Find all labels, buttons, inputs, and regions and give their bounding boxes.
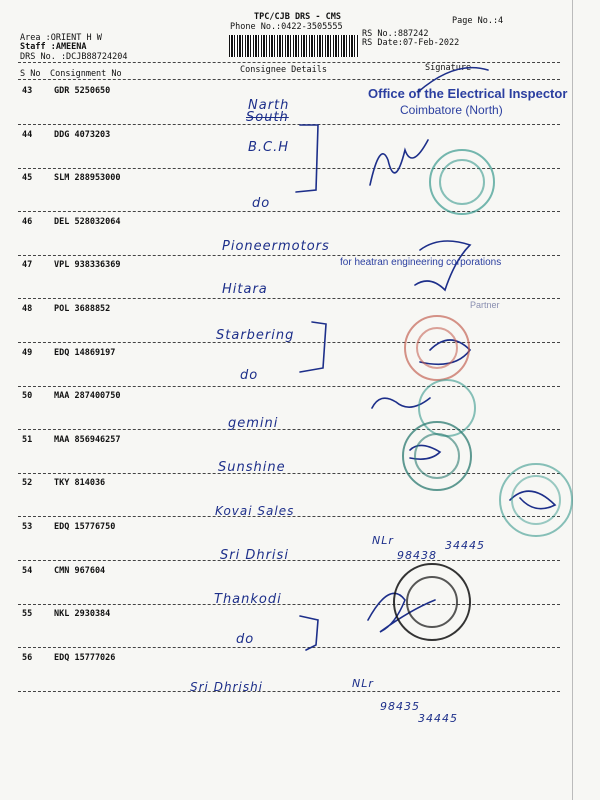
- row-sno: 45: [22, 173, 33, 183]
- hand-pioneer: Pioneermotors: [222, 239, 330, 254]
- row-consignment-no: NKL 2930384: [54, 609, 111, 619]
- row-consignment-no: TKY 814036: [54, 478, 106, 488]
- row-consignment-no: MAA 856946257: [54, 435, 121, 445]
- rs-date: RS Date:07-Feb-2022: [362, 38, 460, 48]
- seal-icon: [417, 328, 457, 368]
- row-consignment-no: DDG 4073203: [54, 130, 111, 140]
- row-sno: 52: [22, 478, 33, 488]
- row-sno: 51: [22, 435, 33, 445]
- stamp-office-line1: Office of the Electrical Inspector: [368, 86, 568, 101]
- hand-bch: B.C.H: [248, 140, 290, 155]
- hand-hitara: Hitara: [222, 282, 268, 297]
- signature-stroke: [510, 491, 555, 509]
- signature-stroke: [418, 68, 488, 92]
- signature-stroke: [420, 340, 470, 364]
- row-consignment-no: EDQ 15777026: [54, 653, 116, 663]
- row-sno: 54: [22, 566, 33, 576]
- rs-number: RS No.:887242: [362, 29, 429, 39]
- seal-icon: [415, 434, 459, 478]
- seal-icon: [403, 422, 471, 490]
- row-sno: 53: [22, 522, 33, 532]
- bracket-icon: [296, 125, 318, 192]
- bracket-icon: [300, 616, 318, 650]
- row-sno: 46: [22, 217, 33, 227]
- seal-icon: [419, 380, 475, 436]
- hand-do-3: do: [236, 632, 255, 647]
- hand-gemini: gemini: [228, 416, 279, 431]
- hand-nlr-2-num2: 34445: [418, 712, 458, 725]
- row-sno: 43: [22, 86, 33, 96]
- hand-nlr-1: NLr: [372, 534, 394, 547]
- row-consignment-no: VPL 938336369: [54, 260, 121, 270]
- stamp-partner: Partner: [470, 300, 500, 310]
- area: Area :ORIENT H W: [20, 33, 102, 43]
- hand-do-2: do: [240, 368, 259, 383]
- hand-kovai: Kovai Sales: [215, 504, 295, 518]
- drs-number: DRS No. :DCJB88724204: [20, 52, 128, 62]
- row-consignment-no: EDQ 15776750: [54, 522, 116, 532]
- bracket-icon: [300, 322, 326, 372]
- hand-nlr-2-num1: 98435: [380, 700, 420, 713]
- stamp-office-line2: Coimbatore (North): [400, 103, 503, 117]
- column-consignment: Consignment No: [50, 69, 122, 79]
- row-sno: 55: [22, 609, 33, 619]
- row-sno: 50: [22, 391, 33, 401]
- signature-stroke: [370, 140, 428, 185]
- hand-sri-2: Sri Dhrishi: [190, 680, 264, 694]
- column-consignee: Consignee Details: [240, 65, 327, 75]
- hand-do-1: do: [252, 196, 271, 211]
- hand-star: Starbering: [216, 328, 295, 343]
- hand-thanko: Thankodi: [214, 592, 282, 607]
- signature-stroke: [415, 241, 470, 290]
- row-consignment-no: SLM 288953000: [54, 173, 121, 183]
- row-consignment-no: EDQ 14869197: [54, 348, 116, 358]
- row-sno: 56: [22, 653, 33, 663]
- row-consignment-no: POL 3688852: [54, 304, 111, 314]
- hand-sunshine: Sunshine: [218, 460, 286, 475]
- hand-nlr-1-num2: 34445: [445, 539, 485, 552]
- row-sno: 44: [22, 130, 33, 140]
- row-sno: 48: [22, 304, 33, 314]
- row-consignment-no: MAA 287400750: [54, 391, 121, 401]
- stamp-heatran: for heatran engineering corporations: [340, 257, 502, 268]
- seal-icon: [512, 476, 560, 524]
- hand-nlr-1-num1: 98438: [397, 549, 437, 562]
- row-consignment-no: CMN 967604: [54, 566, 106, 576]
- hand-sri-1: Sri Dhrisi: [220, 548, 289, 563]
- sheet-title: TPC/CJB DRS - CMS: [254, 12, 341, 22]
- hand-nlr-2: NLr: [352, 677, 374, 690]
- column-signature: Signature: [425, 63, 472, 73]
- row-consignment-no: DEL 528032064: [54, 217, 121, 227]
- row-sno: 49: [22, 348, 33, 358]
- page-number: Page No.:4: [452, 16, 504, 26]
- staff: Staff :AMEENA: [20, 42, 87, 52]
- hand-north: Narth: [248, 98, 290, 113]
- seal-icon: [440, 160, 484, 204]
- row-consignment-no: GDR 5250650: [54, 86, 111, 96]
- hand-south: South: [246, 110, 289, 125]
- column-sno: S No: [20, 69, 41, 79]
- seal-icon: [405, 316, 469, 380]
- phone-number: Phone No.:0422-3505555: [230, 22, 343, 32]
- row-sno: 47: [22, 260, 33, 270]
